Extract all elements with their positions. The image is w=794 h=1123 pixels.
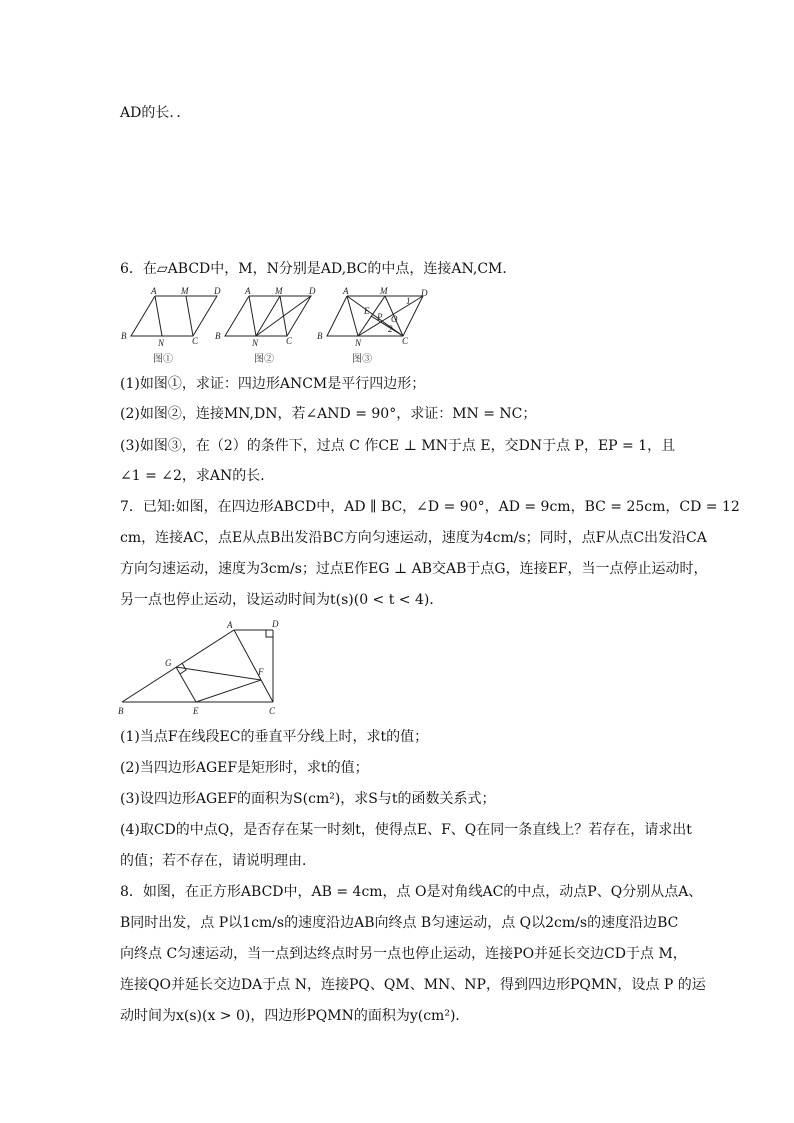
question-7-part-2: (2)当四边形AGEF是矩形时，求t的值；: [120, 760, 369, 776]
svg-text:C: C: [269, 706, 276, 716]
figure-7: [112, 616, 292, 720]
svg-text:A: A: [245, 286, 251, 296]
svg-text:C: C: [402, 336, 409, 346]
figure-6-caption-2: 图②: [254, 354, 274, 365]
question-7-line-c: 方向匀速运动，速度为3cm/s；过点E作EG ⊥ AB交AB于点G，连接EF，当一点停止运动时，: [120, 561, 708, 577]
question-7-part-4a: (4)取CD的中点Q，是否存在某一时刻t，使得点E、F、Q在同一条直线上？若存在，请求出t: [120, 822, 692, 838]
question-7-part-3: (3)设四边形AGEF的面积为S(cm²)，求S与t的函数关系式；: [120, 791, 496, 807]
svg-text:O: O: [391, 314, 398, 324]
line-ad-length: AD的长．．: [120, 105, 191, 121]
svg-text:2: 2: [388, 324, 393, 334]
svg-text:M: M: [380, 286, 388, 296]
svg-text:B: B: [121, 331, 127, 341]
question-6-part-3b: ∠1 = ∠2，求AN的长．: [120, 468, 275, 484]
question-7-part-1: (1)当点F在线段EC的垂直平分线上时，求t的值；: [120, 729, 429, 745]
question-8-line-d: 连接QO并延长交边DA于点 N，连接PQ、QM、MN、NP，得到四边形PQMN，设点 P 的运: [120, 977, 706, 993]
question-6-part-1: (1)如图①，求证：四边形ANCM是平行四边形；: [120, 376, 426, 392]
svg-text:D: D: [272, 619, 279, 629]
svg-text:G: G: [165, 658, 172, 668]
question-6-part-3a: (3)如图③，在（2）的条件下，过点 C 作CE ⊥ MN于点 E，交DN于点 P，EP = 1，且: [120, 438, 676, 454]
svg-text:M: M: [181, 286, 189, 296]
fig1-parallelogram: [131, 296, 217, 336]
svg-text:D: D: [214, 286, 221, 296]
svg-text:B: B: [118, 706, 124, 716]
question-7-line-d: 另一点也停止运动，设运动时间为t(s)(0 < t < 4)．: [120, 592, 444, 608]
svg-text:C: C: [286, 336, 293, 346]
question-6-part-2: (2)如图②，连接MN,DN，若∠AND = 90°，求证：MN = NC；: [120, 406, 537, 422]
svg-text:B: B: [215, 331, 221, 341]
question-8-line-b: B同时出发，点 P以1cm/s的速度沿边AB向终点 B匀速运动，点 Q以2cm/s的速度沿边BC: [120, 915, 679, 931]
svg-text:A: A: [343, 286, 349, 296]
svg-text:C: C: [192, 336, 199, 346]
question-8-line-c: 向终点 C匀速运动，当一点到达终点时另一点也停止运动，连接PO并延长交边CD于点 M，: [120, 946, 687, 962]
question-7-line-a: 7．已知:如图，在四边形ABCD中，AD ∥ BC，∠D = 90°，AD = 9cm，BC = 25cm，CD = 12: [120, 499, 740, 515]
question-7-line-b: cm，连接AC，点E从点B出发沿BC方向匀速运动，速度为4cm/s；同时，点F从点C出发沿CA: [120, 530, 707, 546]
svg-text:A: A: [227, 620, 233, 630]
svg-text:D: D: [309, 286, 316, 296]
figure-6-caption-1: 图①: [153, 354, 173, 365]
svg-text:M: M: [275, 286, 283, 296]
svg-text:B: B: [317, 331, 323, 341]
svg-text:N: N: [158, 338, 165, 348]
svg-text:E: E: [193, 706, 199, 716]
question-8-line-a: 8．如图，在正方形ABCD中，AB = 4cm，点 O是对角线AC的中点，动点P、Q分别从点A、: [120, 884, 703, 900]
svg-text:P: P: [377, 312, 383, 322]
question-6-title: 6．在▱ABCD中，M，N分别是AD,BC的中点，连接AN,CM．: [120, 261, 517, 277]
question-7-part-4b: 的值；若不存在，请说明理由．: [120, 853, 316, 869]
svg-text:A: A: [151, 286, 157, 296]
figure-6-caption-3: 图③: [352, 354, 372, 365]
right-angle-mark-d: [266, 630, 273, 637]
question-8-line-e: 动时间为x(s)(x > 0)，四边形PQMN的面积为y(cm²)．: [120, 1008, 470, 1024]
svg-text:N: N: [252, 338, 259, 348]
svg-text:N: N: [355, 338, 362, 348]
svg-text:1: 1: [406, 296, 411, 306]
svg-text:F: F: [258, 667, 264, 677]
svg-text:E: E: [364, 306, 370, 316]
svg-text:D: D: [421, 288, 428, 298]
